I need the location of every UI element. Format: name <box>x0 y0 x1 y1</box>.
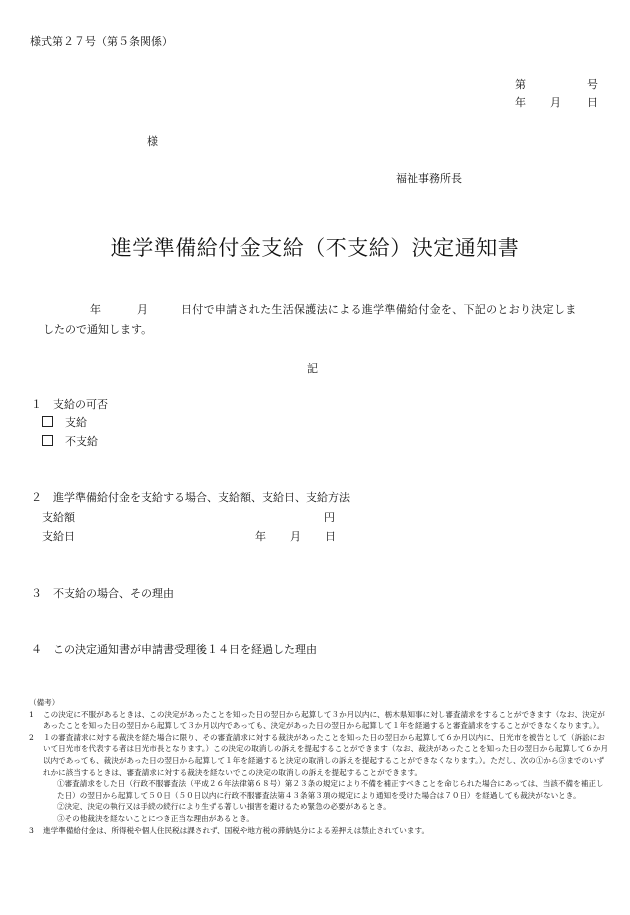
option-shikyu <box>42 414 87 430</box>
note-number: 3 <box>29 825 34 835</box>
note-text: １の審査請求に対する裁決を経た場合に限り、その審査請求に対する裁決があったことを知った日の翌日から起算して６か月以内に、日光市を被告として（訴訟において日光市を代表する者は日光市長となります。）この決定の取消しの訴えを提起することができます（なお、裁決があったことを知った日の翌日から起算して６か月以内であっても、裁決があった日の翌日から起算して１年を経過すると決定の取消しの訴えを提起することができなくなります。）。ただし、次の①から③までのいずれかに該当するときは、審査請求に対する裁決を経ないでこの決定の取消しの訴えを提起することができます。 <box>43 732 609 777</box>
notes-heading: （備考） <box>29 698 60 707</box>
form-number: 様式第２７号（第５条関係） <box>30 35 173 48</box>
note-sub-item: ③その他裁決を経ないことにつき正当な理由があるとき。 <box>57 813 254 823</box>
note-item <box>29 825 609 837</box>
intro-year: 年 <box>90 303 101 316</box>
note-text: この決定に不服があるときは、この決定があったことを知った日の翌日から起算して３か月以内に、栃木県知事に対し審査請求をすることができます（なお、決定があったことを知った日の翌日から起算して３か月以内であっても、決定があった日の翌日から起算して１年を経過すると審査請求をすることができなくなります。）。 <box>43 709 605 731</box>
ref-number-prefix: 第 <box>515 78 526 91</box>
note-item <box>29 709 609 732</box>
option-shikyu-label: 支給 <box>65 416 87 429</box>
ki-marker: 記 <box>307 362 318 375</box>
section3-heading: ３ 不支給の場合、その理由 <box>31 587 174 600</box>
ref-number-suffix: 号 <box>587 78 598 91</box>
document-title: 進学準備給付金支給（不支給）決定通知書 <box>110 236 520 260</box>
note-text: 進学準備給付金は、所得税や個人住民税は課されず、国税や地方税の滞納処分による差押えは禁止されています。 <box>43 825 430 835</box>
intro-month: 月 <box>137 303 148 316</box>
section1-heading: １ 支給の可否 <box>31 398 108 411</box>
ref-date-day: 日 <box>587 96 598 109</box>
amount-label: 支給額 <box>42 511 75 524</box>
intro-line1: 日付で申請された生活保護法による進学準備給付金を、下記のとおり決定しま <box>181 303 577 316</box>
checkbox-shikyu[interactable] <box>42 416 53 427</box>
date-month: 月 <box>290 530 301 543</box>
checkbox-fushikyu[interactable] <box>42 435 53 446</box>
amount-unit: 円 <box>324 511 335 524</box>
note-number: 2 <box>29 732 34 742</box>
option-fushikyu <box>42 433 98 449</box>
option-fushikyu-label: 不支給 <box>65 435 98 448</box>
note-sub-item: ①審査請求をした日（行政不服審査法（平成２６年法律第６８号）第２３条の規定により不備を補正すべきことを命じられた場合にあっては、当該不備を補正した日）の翌日から起算して５０日（５０日以内に行政不服審査法第４３条第３項の規定により通知を受けた場合は７０日）を経過しても裁決がないとき。 <box>57 779 604 800</box>
note-number: 1 <box>29 709 34 719</box>
note-sub-item: ②決定、決定の執行又は手続の続行により生ずる著しい損害を避けるため緊急の必要があるとき。 <box>57 802 391 812</box>
date-label: 支給日 <box>42 530 75 543</box>
date-day: 日 <box>325 530 336 543</box>
ref-date-year: 年 <box>515 96 526 109</box>
note-item <box>29 732 609 825</box>
intro-line2: したので通知します。 <box>43 323 153 336</box>
notes-section <box>29 697 609 836</box>
addressee-suffix: 様 <box>147 135 158 148</box>
issuer: 福祉事務所長 <box>396 172 462 185</box>
section2-heading: ２ 進学準備給付金を支給する場合、支給額、支給日、支給方法 <box>31 491 350 504</box>
date-year: 年 <box>255 530 266 543</box>
section4-heading: ４ この決定通知書が申請書受理後１４日を経過した理由 <box>31 643 317 656</box>
ref-date-month: 月 <box>550 96 561 109</box>
